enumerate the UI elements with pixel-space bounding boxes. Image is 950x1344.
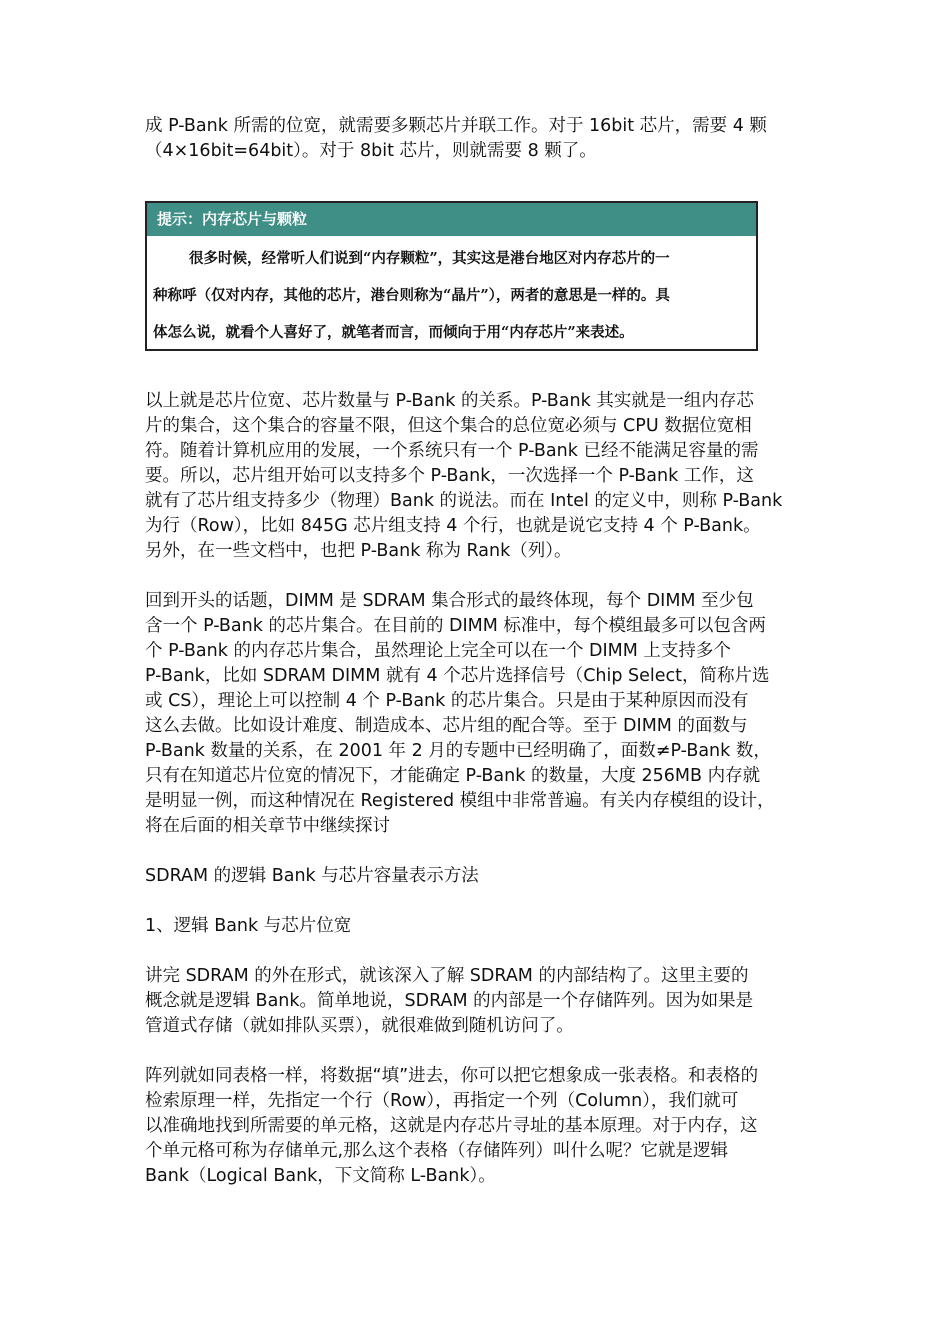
text-line: 以准确地找到所需要的单元格，这就是内存芯片寻址的基本原理。对于内存，这 <box>145 1116 758 1136</box>
text-line: 只有在知道芯片位宽的情况下，才能确定 P-Bank 的数量，大度 256MB 内存就 <box>145 766 761 786</box>
text-line: 为行（Row），比如 845G 芯片组支持 4 个行，也就是说它支持 4 个 P-Bank。 <box>145 516 761 536</box>
text-line: 要。所以，芯片组开始可以支持多个 P-Bank，一次选择一个 P-Bank 工作，这 <box>145 466 754 486</box>
text-line: 概念就是逻辑 Bank。简单地说，SDRAM 的内部是一个存储阵列。因为如果是 <box>145 991 754 1011</box>
text-line: 就有了芯片组支持多少（物理）Bank 的说法。而在 Intel 的定义中，则称 P-Bank <box>145 491 783 511</box>
text-line: 这么去做。比如设计难度、制造成本、芯片组的配合等。至于 DIMM 的面数与 <box>145 716 748 736</box>
tip-line: 种称呼（仅对内存，其他的芯片，港台则称为“晶片”），两者的意思是一样的。具 <box>153 287 670 304</box>
text-line: 是明显一例，而这种情况在 Registered 模组中非常普遍。有关内存模组的设计， <box>145 791 775 811</box>
text-line: 管道式存储（就如排队买票），就很难做到随机访问了。 <box>145 1016 574 1036</box>
text-line: 或 CS），理论上可以控制 4 个 P-Bank 的芯片集合。只是由于某种原因而没有 <box>145 691 749 711</box>
intro-paragraph <box>145 114 810 164</box>
paragraph-dimm <box>145 589 810 839</box>
text-line: 将在后面的相关章节中继续探讨 <box>145 816 390 836</box>
tip-box <box>145 201 758 351</box>
text-line: 阵列就如同表格一样，将数据“填”进去，你可以把它想象成一张表格。和表格的 <box>145 1066 759 1086</box>
text-line: 检索原理一样，先指定一个行（Row），再指定一个列（Column），我们就可 <box>145 1091 739 1111</box>
tip-title: 提示：内存芯片与颗粒 <box>147 203 756 236</box>
tip-body <box>147 236 756 351</box>
tip-line: 体怎么说，就看个人喜好了，就笔者而言，而倾向于用“内存芯片”来表述。 <box>153 324 634 341</box>
text-line: Bank（Logical Bank，下文简称 L-Bank）。 <box>145 1166 496 1186</box>
text-line: 个单元格可称为存储单元,那么这个表格（存储阵列）叫什么呢？它就是逻辑 <box>145 1141 729 1161</box>
text-line: 片的集合，这个集合的容量不限，但这个集合的总位宽必须与 CPU 数据位宽相 <box>145 416 752 436</box>
paragraph-array <box>145 1064 810 1189</box>
paragraph-sdram-internal <box>145 964 810 1039</box>
text-line: 讲完 SDRAM 的外在形式，就该深入了解 SDRAM 的内部结构了。这里主要的 <box>145 966 749 986</box>
text-line: 符。随着计算机应用的发展，一个系统只有一个 P-Bank 已经不能满足容量的需 <box>145 441 759 461</box>
text-line: （4×16bit=64bit）。对于 8bit 芯片，则就需要 8 颗了。 <box>145 141 597 161</box>
text-line: 个 P-Bank 的内存芯片集合，虽然理论上完全可以在一个 DIMM 上支持多个 <box>145 641 731 661</box>
text-line: 含一个 P-Bank 的芯片集合。在目前的 DIMM 标准中，每个模组最多可以包含两 <box>145 616 766 636</box>
section-heading <box>145 864 810 889</box>
text-line: 以上就是芯片位宽、芯片数量与 P-Bank 的关系。P-Bank 其实就是一组内存芯 <box>145 391 754 411</box>
heading-text: SDRAM 的逻辑 Bank 与芯片容量表示方法 <box>145 866 479 886</box>
text-line: P-Bank，比如 SDRAM DIMM 就有 4 个芯片选择信号（Chip Select，简称片选 <box>145 666 770 686</box>
paragraph-pbank-relation <box>145 389 810 564</box>
heading-text: 1、逻辑 Bank 与芯片位宽 <box>145 916 352 936</box>
subsection-heading <box>145 914 810 939</box>
text-line: P-Bank 数量的关系，在 2001 年 2 月的专题中已经明确了，面数≠P-Bank 数， <box>145 741 771 761</box>
tip-line: 很多时候，经常听人们说到“内存颗粒”，其实这是港台地区对内存芯片的一 <box>189 250 670 267</box>
text-line: 回到开头的话题，DIMM 是 SDRAM 集合形式的最终体现，每个 DIMM 至少包 <box>145 591 754 611</box>
text-line: 成 P-Bank 所需的位宽，就需要多颗芯片并联工作。对于 16bit 芯片，需要 4 颗 <box>145 116 767 136</box>
text-line: 另外，在一些文档中，也把 P-Bank 称为 Rank（列）。 <box>145 541 572 561</box>
